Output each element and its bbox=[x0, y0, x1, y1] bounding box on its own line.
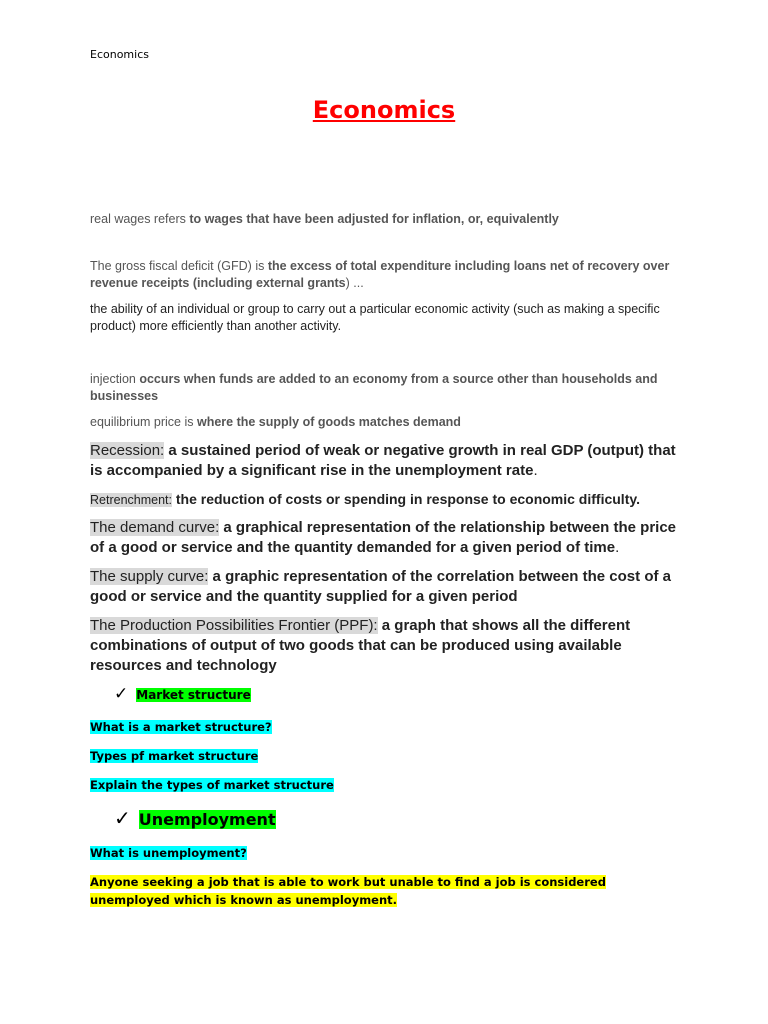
gfd-definition: the excess of total expenditure including loans net of recovery over revenue receipts (including external grants bbox=[90, 259, 670, 290]
equilibrium-definition: where the supply of goods matches demand bbox=[196, 415, 461, 429]
supply-curve-paragraph bbox=[90, 567, 680, 607]
gfd-tail: ) ... bbox=[345, 276, 364, 290]
market-structure-label: Market structure bbox=[136, 688, 251, 702]
injection-paragraph bbox=[90, 371, 680, 405]
checkmark-icon: ✓ bbox=[114, 806, 131, 830]
checkmark-icon: ✓ bbox=[114, 684, 129, 704]
gfd-term: The gross fiscal deficit (GFD) is bbox=[90, 259, 268, 273]
real-wages-paragraph bbox=[90, 211, 680, 228]
real-wages-term: real wages refers bbox=[90, 212, 190, 226]
page-header: Economics bbox=[90, 48, 149, 61]
market-question-1-text: What is a market structure? bbox=[90, 720, 272, 734]
recession-tail: . bbox=[533, 462, 538, 479]
demand-curve-definition: a graphical representation of the relationship between the price of a good or service and the quantity demanded for a given period of time bbox=[90, 519, 677, 556]
ppf-paragraph bbox=[90, 616, 680, 676]
unemployment-heading bbox=[114, 806, 276, 830]
unemployment-answer bbox=[90, 873, 680, 909]
demand-curve-paragraph bbox=[90, 518, 680, 558]
unemployment-answer-text: Anyone seeking a job that is able to work but unable to find a job is considered unemployed which is known as unemployment. bbox=[90, 875, 606, 907]
injection-term: injection bbox=[90, 372, 140, 386]
ppf-term: The Production Possibilities Frontier (PPF): bbox=[90, 617, 378, 634]
document-title: Economics bbox=[312, 96, 456, 124]
market-question-3-text: Explain the types of market structure bbox=[90, 778, 334, 792]
gfd-paragraph bbox=[90, 258, 680, 292]
market-question-3 bbox=[90, 776, 680, 794]
demand-curve-term: The demand curve: bbox=[90, 519, 220, 536]
recession-paragraph bbox=[90, 441, 680, 481]
equilibrium-paragraph bbox=[90, 414, 680, 431]
market-question-1 bbox=[90, 718, 680, 736]
unemployment-question bbox=[90, 844, 680, 862]
real-wages-definition: to wages that have been adjusted for inflation, or, equivalently bbox=[189, 212, 559, 226]
ppf-definition: a graph that shows all the different combinations of output of two goods that can be produced using available resources and technology bbox=[90, 617, 631, 674]
equilibrium-term: equilibrium price is bbox=[90, 415, 197, 429]
recession-term: Recession: bbox=[90, 442, 165, 459]
market-structure-heading bbox=[114, 684, 251, 704]
recession-definition: a sustained period of weak or negative growth in real GDP (output) that is accompanied by a significant rise in the unemployment rate bbox=[90, 442, 676, 479]
unemployment-label: Unemployment bbox=[138, 810, 276, 829]
retrenchment-definition: the reduction of costs or spending in response to economic difficulty. bbox=[171, 491, 640, 507]
supply-curve-term: The supply curve: bbox=[90, 568, 209, 585]
unemployment-question-text: What is unemployment? bbox=[90, 846, 247, 860]
supply-curve-definition: a graphic representation of the correlation between the cost of a good or service and the quantity supplied for a given period bbox=[90, 568, 671, 605]
demand-curve-tail: . bbox=[615, 539, 620, 556]
comparative-advantage-paragraph: the ability of an individual or group to carry out a particular economic activity (such as making a specific product) more efficiently than another activity. bbox=[90, 302, 660, 333]
injection-definition: occurs when funds are added to an economy from a source other than households and businesses bbox=[90, 372, 658, 403]
retrenchment-term: Retrenchment: bbox=[90, 493, 172, 507]
market-question-2-text: Types pf market structure bbox=[90, 749, 259, 763]
retrenchment-paragraph bbox=[90, 489, 680, 510]
market-question-2 bbox=[90, 747, 680, 765]
